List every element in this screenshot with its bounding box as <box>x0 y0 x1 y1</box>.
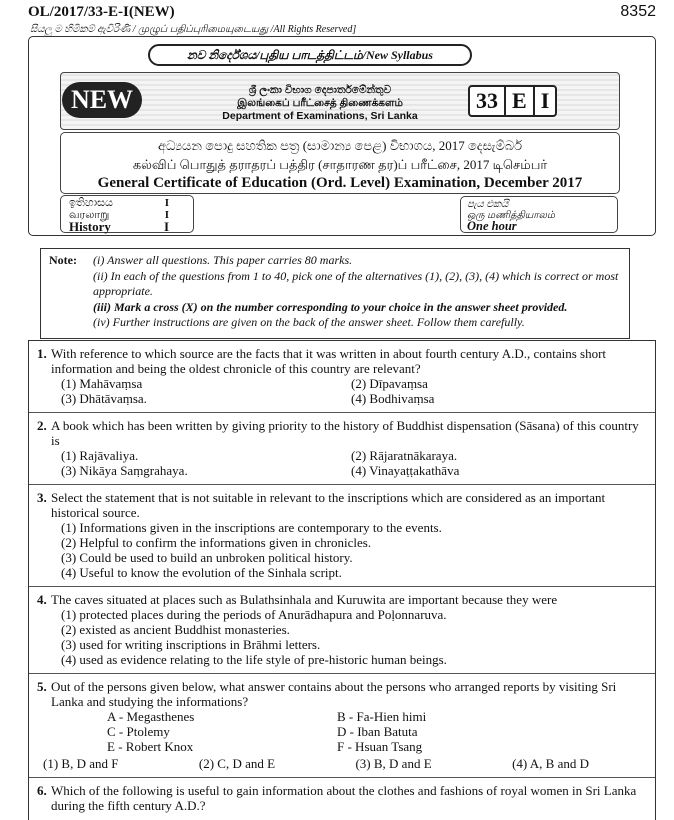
subject-si: ඉතිහාසය <box>69 197 113 209</box>
title-ta: கல்விப் பொதுத் தராதரப் பத்திர (சாதாரண தர)ப் பரீட்சை, 2017 டிசெம்பர் <box>132 157 548 172</box>
title-en: General Certificate of Education (Ord. Level) Examination, December 2017 <box>97 175 583 191</box>
note-item: (i) Answer all questions. This paper carries 80 marks. <box>93 253 353 267</box>
code-part: E <box>506 87 535 115</box>
paper-code: OL/2017/33-E-I(NEW) <box>28 4 175 20</box>
question-3 <box>29 485 655 587</box>
option: (2) Rājaratnākaraya. <box>351 448 458 463</box>
question-text: Out of the persons given below, what answer contains about the persons who arranged reports by visiting Sri Lanka and studying the informations? <box>51 679 617 709</box>
option: (3) Could be used to build an unbroken political history. <box>61 550 353 565</box>
question-2 <box>29 413 655 485</box>
option: (1) protected places during the periods of Anurādhapura and Poḷonnaruva. <box>61 607 447 622</box>
duration-box <box>460 196 618 233</box>
questions <box>28 340 656 820</box>
question-text: Select the statement that is not suitable in relevant to the inscriptions which are considered as an important historical source. <box>51 490 606 520</box>
paper-no: I <box>164 197 169 209</box>
person: B - Fa-Hien himi <box>337 709 427 724</box>
question-1 <box>29 341 655 413</box>
option: (2) Helpful to confirm the informations given in chronicles. <box>61 535 372 550</box>
question-number: 6. <box>37 783 47 798</box>
note-item: (iv) Further instructions are given on the back of the answer sheet. Follow them carefully. <box>93 315 525 329</box>
subject-ta: வரலாறு <box>69 208 110 221</box>
subject-box <box>60 195 194 233</box>
instructions-note <box>40 248 630 339</box>
question-6 <box>29 778 655 819</box>
person: C - Ptolemy <box>107 724 170 739</box>
option: (2) C, D and E <box>198 756 276 771</box>
option: (3) Dhātāvaṃsa. <box>61 391 147 406</box>
option: (3) B, D and E <box>355 756 432 771</box>
option: (3) used for writing inscriptions in Brāhmi letters. <box>61 637 321 652</box>
paper-no: I <box>163 219 169 234</box>
syllabus-label: නව නිර්දේශය/புதிய பாடத்திட்டம்/New Syllabus <box>148 44 472 66</box>
note-label: Note: <box>49 253 77 267</box>
exam-title <box>60 132 620 194</box>
question-number: 3. <box>37 490 47 505</box>
question-text: The caves situated at places such as Bulathsinhala and Kuruwita are important because they were <box>51 592 558 607</box>
note-item: (ii) In each of the questions from 1 to 40, pick one of the alternatives (1), (2), (3), (4) which is correct or most appropriate. <box>93 268 619 298</box>
option: (1) Informations given in the inscriptions are contemporary to the events. <box>61 520 442 535</box>
subject-en: History <box>69 219 111 234</box>
option: (2) existed as ancient Buddhist monasteries. <box>61 622 290 637</box>
paper-number: 8352 <box>620 3 656 20</box>
question-text: Which of the following is useful to gain information about the clothes and fashions of royal women in Sri Lanka during the fifth century A.D.? <box>51 783 637 813</box>
option: (2) Dīpavaṃsa <box>351 376 428 391</box>
question-text: A book which has been written by giving priority to the history of Buddhist dispensation (Sāsana) of this country is <box>51 418 639 448</box>
question-text: With reference to which source are the facts that it was written in about fourth century A.D., contains short information and being the oldest chronicle of this country are relevant? <box>51 346 607 376</box>
duration-en: One hour <box>467 219 517 233</box>
option: (4) Useful to know the evolution of the Sinhala script. <box>61 565 342 580</box>
question-number: 4. <box>37 592 47 607</box>
option: (3) Nikāya Saṃgrahaya. <box>61 463 188 478</box>
option: (4) Bodhivaṃsa <box>351 391 435 406</box>
department-name <box>200 84 440 123</box>
title-si: අධ්‍යයන පොදු සහතික පත්‍ර (සාමාන්‍ය පෙළ) විභාගය, 2017 දෙසැම්බර් <box>157 138 523 153</box>
code-part: 33 <box>470 87 506 115</box>
option: (4) A, B and D <box>512 756 589 771</box>
option: (4) Vinayaṭṭakathāva <box>351 463 460 478</box>
person: A - Megasthenes <box>107 709 195 724</box>
dept-en: Department of Examinations, Sri Lanka <box>222 110 418 122</box>
new-badge: NEW <box>62 82 142 118</box>
dept-ta: இலங்கைப் பரீட்சைத் திணைக்களம் <box>237 97 403 109</box>
option: (1) B, D and F <box>43 756 119 771</box>
person: D - Iban Batuta <box>337 724 418 739</box>
option: (4) used as evidence relating to the life style of pre-historic human beings. <box>61 652 447 667</box>
rights-notice: සියලු ම හිමිකම් ඇවිරිණි / முழுப் பதிப்புரிமையுடையது /All Rights Reserved] <box>30 24 357 35</box>
duration-si: පැය එකයි <box>467 199 509 210</box>
person: F - Hsuan Tsang <box>337 739 423 754</box>
dept-si: ශ්‍රී ලංකා විභාග දෙපාර්තමේන්තුව <box>248 84 392 96</box>
question-5 <box>29 674 655 778</box>
duration-ta: ஒரு மணித்தியாலம் <box>467 210 555 221</box>
option: (1) Rajāvaliya. <box>61 448 139 463</box>
code-part: I <box>540 88 550 113</box>
note-item: (iii) Mark a cross (X) on the number corresponding to your choice in the answer sheet provided. <box>93 299 568 314</box>
paper-no: I <box>164 208 169 221</box>
subject-code-box <box>468 85 557 117</box>
person: E - Robert Knox <box>107 739 194 754</box>
option: (1) Mahāvaṃsa <box>61 376 143 391</box>
question-number: 1. <box>37 346 47 361</box>
question-4 <box>29 587 655 674</box>
question-number: 5. <box>37 679 47 694</box>
question-number: 2. <box>37 418 47 433</box>
